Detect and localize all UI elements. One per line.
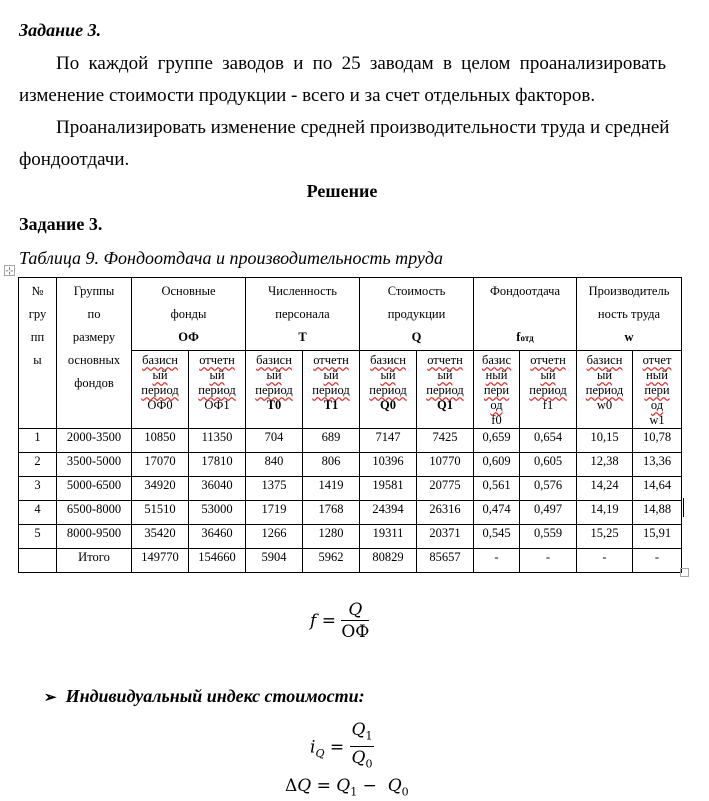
subheader-period-text: отчетн [313, 353, 349, 367]
table-cell: 0,609 [474, 453, 520, 477]
header-capital-productivity [474, 278, 577, 351]
table-cell: 8000-9500 [57, 525, 132, 549]
task-text-line-3: Проанализировать изменение средней производительности труда и средней [56, 117, 670, 138]
subheader-period-text: од [490, 398, 503, 412]
table-row [19, 525, 682, 549]
subheader-period-text: ый [152, 368, 168, 382]
table-cell: 10,15 [577, 429, 633, 453]
table-cell: 0,497 [520, 501, 577, 525]
table-cell: 17810 [189, 453, 246, 477]
table-cell: 36460 [189, 525, 246, 549]
table-cell: - [520, 549, 577, 573]
subheader-period-text: период [141, 383, 179, 397]
table-cell: 2000-3500 [57, 429, 132, 453]
delta-symbol: Δ [285, 776, 298, 796]
subheader-period-text: ый [437, 368, 453, 382]
table-cell: 0,561 [474, 477, 520, 501]
subheader-cell [246, 351, 303, 429]
q1-sub: 1 [350, 785, 358, 799]
subheader-symbol: f0 [491, 413, 502, 427]
subheader-period-text: период [312, 383, 350, 397]
table-cell: 51510 [132, 501, 189, 525]
den-sub: 0 [365, 757, 373, 771]
table-cell: 10,78 [633, 429, 682, 453]
subheader-period-text: ый [540, 368, 556, 382]
formula-lhs-sub: Q [315, 746, 325, 760]
subheader-symbol: Т1 [323, 398, 339, 412]
subheader-period-text: базис [481, 353, 512, 367]
header-text: Производитель [588, 284, 670, 298]
table-cell: - [633, 549, 682, 573]
table-cell: 15,91 [633, 525, 682, 549]
den-symbol: Q [351, 748, 366, 769]
formula-equals: = [316, 776, 331, 796]
table-resize-handle[interactable] [680, 568, 689, 577]
table-cell: 6500-8000 [57, 501, 132, 525]
header-text: персонала [275, 307, 330, 321]
subheader-period-text: ный [485, 368, 508, 382]
table-cell: 10396 [360, 453, 417, 477]
table-cell: 0,605 [520, 453, 577, 477]
table-cell: - [577, 549, 633, 573]
table-cell: 35420 [132, 525, 189, 549]
subheader-period-text: период [529, 383, 567, 397]
subheader-period-text: базисн [370, 353, 406, 367]
bullet-heading [44, 687, 365, 708]
table-cell: 80829 [360, 549, 417, 573]
header-text: Стоимость [387, 284, 446, 298]
formula-value-index [310, 720, 374, 776]
table-cell: 10850 [132, 429, 189, 453]
subheader-period-text: период [198, 383, 236, 397]
header-groups [57, 278, 132, 429]
table-cell: 0,659 [474, 429, 520, 453]
table-cell: 1768 [303, 501, 360, 525]
header-text: Фондоотдача [489, 284, 561, 298]
table-cell: 5 [19, 525, 57, 549]
header-text: пп [30, 330, 45, 344]
table-cell: 14,19 [577, 501, 633, 525]
subheader-period-text: од [650, 398, 664, 412]
subheader-period-text: ный [646, 368, 668, 382]
formula-lhs: i [310, 737, 316, 758]
table-cell: 0,559 [520, 525, 577, 549]
subheader-symbol: w1 [649, 413, 665, 427]
q0-symbol: Q [387, 776, 402, 796]
table-cell: 0,545 [474, 525, 520, 549]
table-cell: 806 [303, 453, 360, 477]
header-symbol: w [624, 330, 634, 344]
subheader-cell [360, 351, 417, 429]
table-cell: 53000 [189, 501, 246, 525]
header-symbol [474, 326, 576, 350]
table-cell: 19581 [360, 477, 417, 501]
table-row [19, 501, 682, 525]
subheader-period-text: базисн [256, 353, 292, 367]
task-text-line-2: изменение стоимости продукции - всего и за счет отдельных факторов. [19, 85, 596, 106]
subheader-period-text: пери [644, 383, 670, 397]
table-cell: 14,88 [633, 501, 682, 525]
header-text: Основные [161, 284, 216, 298]
formula-numerator: Q [341, 600, 369, 621]
num-symbol: Q [351, 720, 366, 740]
arrow-bullet-icon: ➢ [44, 690, 57, 706]
table-cell: 1 [19, 429, 57, 453]
bullet-heading-text: Индивидуальный индекс стоимости: [65, 686, 365, 706]
subheader-symbol: w0 [596, 398, 613, 412]
subheader-period-text: ый [266, 368, 282, 382]
table-cell: 1719 [246, 501, 303, 525]
subheader-period-text: базисн [586, 353, 623, 367]
subheader-period-text: отчетн [199, 353, 235, 367]
solution-heading: Решение [306, 181, 378, 201]
table-cell: 3500-5000 [57, 453, 132, 477]
q0-sub: 0 [401, 785, 409, 799]
header-text: размеру [72, 330, 116, 344]
table-cell: 20371 [417, 525, 474, 549]
table-cell: 19311 [360, 525, 417, 549]
table-cell: 0,576 [520, 477, 577, 501]
table-cell: 20775 [417, 477, 474, 501]
formula-equals: = [321, 611, 336, 631]
formula-denominator [350, 747, 375, 775]
header-symbol: ОФ [178, 330, 199, 344]
subheader-period-text: период [426, 383, 464, 397]
header-text: основных [67, 353, 121, 367]
productivity-table [18, 277, 682, 573]
q-symbol: Q [297, 776, 312, 796]
header-symbol-main: f [516, 330, 521, 344]
table-cell: 36040 [189, 477, 246, 501]
subheader-period-text: ый [323, 368, 339, 382]
formula-fraction [341, 600, 369, 643]
table-header-row [19, 278, 682, 351]
task-title: Задание 3. [19, 20, 102, 40]
header-text: по [87, 307, 101, 321]
table-cell: 11350 [189, 429, 246, 453]
header-output-value [360, 278, 474, 351]
subheader-symbol: Q1 [437, 398, 453, 412]
subheader-period-text: пери [483, 383, 510, 397]
formula-value-change [285, 776, 409, 798]
table-cell: 1280 [303, 525, 360, 549]
table-cell: 1419 [303, 477, 360, 501]
formula-lhs: f [310, 611, 317, 631]
subheader-period-text: отчет [642, 353, 672, 367]
table-cell: 0,654 [520, 429, 577, 453]
table-cell: 149770 [132, 549, 189, 573]
header-labor-productivity [577, 278, 682, 351]
formula-denominator: ОФ [341, 622, 370, 642]
table-cell [19, 549, 57, 573]
subheader-symbol: Q0 [380, 398, 396, 412]
table-cell: 7425 [417, 429, 474, 453]
subheader-period-text: ый [209, 368, 225, 382]
table-cell: 15,25 [577, 525, 633, 549]
table-row [19, 453, 682, 477]
subheader-period-text: период [585, 383, 624, 397]
table-row [19, 549, 682, 573]
table-cell: 13,36 [633, 453, 682, 477]
subheader-symbol: ОФ0 [147, 398, 173, 412]
table-cell: Итого [57, 549, 132, 573]
subheader-symbol: f1 [542, 398, 554, 412]
table-cell: 154660 [189, 549, 246, 573]
table-caption: Таблица 9. Фондоотдача и производительность труда [19, 248, 443, 268]
table-cell: 5962 [303, 549, 360, 573]
table-cell: 840 [246, 453, 303, 477]
header-text: ность труда [597, 307, 661, 321]
table-cell: 4 [19, 501, 57, 525]
table-cell: 689 [303, 429, 360, 453]
subheader-cell [633, 351, 682, 429]
formula-numerator [350, 720, 375, 747]
formula-fraction [350, 720, 375, 776]
header-headcount [246, 278, 360, 351]
text-cursor [683, 498, 684, 517]
q1-symbol: Q [336, 776, 351, 796]
subheader-cell [417, 351, 474, 429]
subheader-period-text: отчетн [427, 353, 463, 367]
header-text: ы [33, 353, 42, 367]
table-cell: 14,24 [577, 477, 633, 501]
header-text: Численность [268, 284, 337, 298]
subheader-cell [303, 351, 360, 429]
table-cell: 14,64 [633, 477, 682, 501]
header-text: продукции [387, 307, 446, 321]
table-cell: 5000-6500 [57, 477, 132, 501]
table-cell: 1375 [246, 477, 303, 501]
table-cell: 0,474 [474, 501, 520, 525]
table-cell: 3 [19, 477, 57, 501]
solution-task-title: Задание 3. [19, 214, 103, 234]
task-text-line-4: фондоотдачи. [19, 149, 130, 170]
subheader-period-text: ый [380, 368, 396, 382]
subheader-cell [474, 351, 520, 429]
table-cell: 2 [19, 453, 57, 477]
subheader-symbol: Т0 [266, 398, 282, 412]
task-text-line-1: По каждой группе заводов и по 25 заводам в целом проанализировать [56, 53, 666, 74]
table-cell: - [474, 549, 520, 573]
table-cell: 85657 [417, 549, 474, 573]
table-row [19, 429, 682, 453]
subheader-cell [132, 351, 189, 429]
header-group-number [19, 278, 57, 429]
table-cell: 17070 [132, 453, 189, 477]
header-text: Группы [73, 284, 115, 298]
header-symbol: Т [298, 330, 307, 344]
table-cell: 704 [246, 429, 303, 453]
subheader-period-text: ый [596, 368, 613, 382]
table-cell: 7147 [360, 429, 417, 453]
subheader-cell [520, 351, 577, 429]
formula-equals: = [329, 737, 345, 758]
table-cell: 34920 [132, 477, 189, 501]
table-body [19, 429, 682, 573]
minus-sign: − [362, 776, 377, 796]
table-cell: 10770 [417, 453, 474, 477]
subheader-period-text: период [369, 383, 407, 397]
table-row [19, 477, 682, 501]
table-cell: 12,38 [577, 453, 633, 477]
table-cell: 24394 [360, 501, 417, 525]
formula-capital-productivity [310, 600, 369, 643]
subheader-cell [577, 351, 633, 429]
num-sub: 1 [365, 729, 373, 743]
subheader-period-text: отчетн [530, 353, 566, 367]
header-symbol-sub: отд [520, 333, 534, 343]
subheader-symbol: ОФ1 [204, 398, 230, 412]
subheader-period-text: период [255, 383, 293, 397]
header-text: фонды [170, 307, 207, 321]
table-move-handle-icon[interactable]: ⊹ [5, 266, 14, 277]
subheader-period-text: базисн [142, 353, 178, 367]
header-fixed-assets [132, 278, 246, 351]
table-cell: 5904 [246, 549, 303, 573]
table-cell: 26316 [417, 501, 474, 525]
header-text: № [31, 284, 44, 298]
header-text: гру [28, 307, 47, 321]
table-cell: 1266 [246, 525, 303, 549]
header-symbol: Q [411, 330, 422, 344]
subheader-cell [189, 351, 246, 429]
header-text: фондов [74, 376, 114, 390]
